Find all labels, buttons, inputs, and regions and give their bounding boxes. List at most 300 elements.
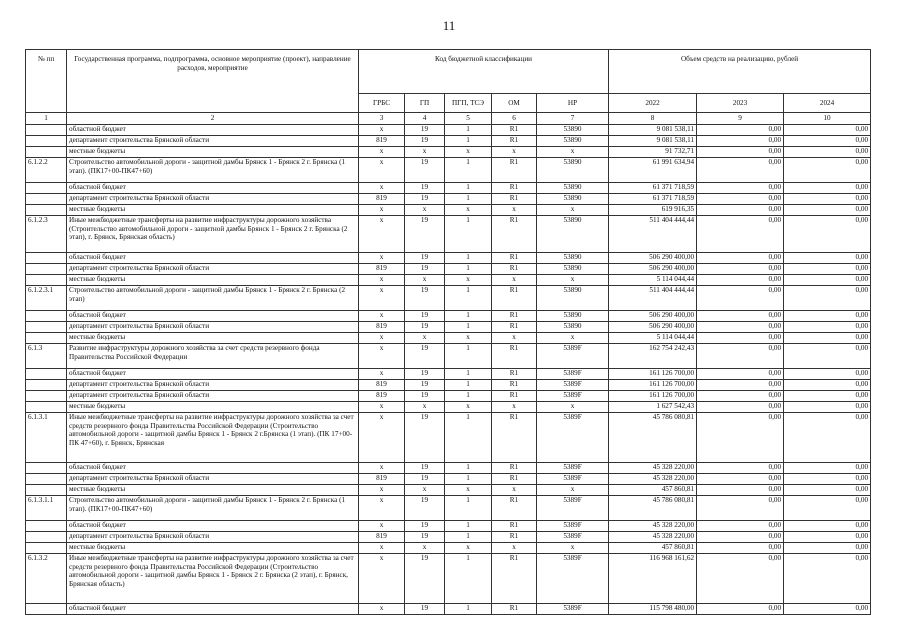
nr-cell: 53890 xyxy=(537,264,609,275)
amount-2024-cell: 0,00 xyxy=(784,344,871,369)
table-row xyxy=(26,521,871,532)
row-number: 6.1.3.1.1 xyxy=(26,496,67,521)
amount-2023-cell: 0,00 xyxy=(697,147,784,158)
nr-cell: 5389F xyxy=(537,369,609,380)
gp-cell: 19 xyxy=(405,158,445,183)
nr-cell: x xyxy=(537,333,609,344)
table-row xyxy=(26,136,871,147)
amount-2022-cell: 115 798 480,00 xyxy=(609,604,697,615)
pgp-cell: 1 xyxy=(445,322,492,333)
amount-2022-cell: 506 290 400,00 xyxy=(609,253,697,264)
row-name: местные бюджеты xyxy=(67,485,359,496)
pgp-cell: 1 xyxy=(445,496,492,521)
table-row xyxy=(26,485,871,496)
amount-2023-cell: 0,00 xyxy=(697,125,784,136)
nr-cell: 53890 xyxy=(537,136,609,147)
amount-2022-cell: 457 860,81 xyxy=(609,543,697,554)
gp-cell: 19 xyxy=(405,474,445,485)
amount-2023-cell: 0,00 xyxy=(697,496,784,521)
amount-2023-cell: 0,00 xyxy=(697,543,784,554)
table-body xyxy=(26,125,871,615)
pgp-cell: x xyxy=(445,402,492,413)
amount-2024-cell: 0,00 xyxy=(784,286,871,311)
amount-2022-cell: 91 732,71 xyxy=(609,147,697,158)
om-cell: R1 xyxy=(492,311,537,322)
grbs-cell: x xyxy=(359,205,405,216)
nr-cell: x xyxy=(537,205,609,216)
index-cell: 7 xyxy=(537,113,609,125)
nr-cell: 53890 xyxy=(537,253,609,264)
om-cell: R1 xyxy=(492,369,537,380)
amount-2024-cell: 0,00 xyxy=(784,521,871,532)
row-name: департамент строительства Брянской области xyxy=(67,136,359,147)
nr-cell: 53890 xyxy=(537,322,609,333)
table-row xyxy=(26,344,871,369)
header-om: ОМ xyxy=(492,94,537,113)
amount-2024-cell: 0,00 xyxy=(784,463,871,474)
amount-2022-cell: 5 114 044,44 xyxy=(609,275,697,286)
nr-cell: 5389F xyxy=(537,474,609,485)
grbs-cell: x xyxy=(359,253,405,264)
grbs-cell: x xyxy=(359,463,405,474)
pgp-cell: 1 xyxy=(445,216,492,253)
grbs-cell: 819 xyxy=(359,391,405,402)
pgp-cell: 1 xyxy=(445,264,492,275)
gp-cell: 19 xyxy=(405,413,445,463)
grbs-cell: x xyxy=(359,216,405,253)
pgp-cell: x xyxy=(445,147,492,158)
row-name: департамент строительства Брянской области xyxy=(67,264,359,275)
pgp-cell: 1 xyxy=(445,474,492,485)
amount-2023-cell: 0,00 xyxy=(697,322,784,333)
row-number xyxy=(26,463,67,474)
row-number xyxy=(26,369,67,380)
amount-2023-cell: 0,00 xyxy=(697,286,784,311)
row-number xyxy=(26,264,67,275)
gp-cell: x xyxy=(405,275,445,286)
amount-2022-cell: 619 916,35 xyxy=(609,205,697,216)
amount-2023-cell: 0,00 xyxy=(697,275,784,286)
grbs-cell: x xyxy=(359,147,405,158)
grbs-cell: x xyxy=(359,543,405,554)
grbs-cell: x xyxy=(359,413,405,463)
row-name: областной бюджет xyxy=(67,369,359,380)
row-number xyxy=(26,253,67,264)
grbs-cell: x xyxy=(359,158,405,183)
amount-2024-cell: 0,00 xyxy=(784,391,871,402)
grbs-cell: x xyxy=(359,485,405,496)
pgp-cell: 1 xyxy=(445,344,492,369)
table-row xyxy=(26,333,871,344)
header-num: № пп xyxy=(26,50,67,113)
amount-2024-cell: 0,00 xyxy=(784,311,871,322)
om-cell: R1 xyxy=(492,604,537,615)
amount-2023-cell: 0,00 xyxy=(697,311,784,322)
row-name: департамент строительства Брянской области xyxy=(67,380,359,391)
row-name: местные бюджеты xyxy=(67,543,359,554)
amount-2023-cell: 0,00 xyxy=(697,333,784,344)
nr-cell: 53890 xyxy=(537,216,609,253)
header-nr: НР xyxy=(537,94,609,113)
amount-2023-cell: 0,00 xyxy=(697,391,784,402)
amount-2022-cell: 9 081 538,11 xyxy=(609,125,697,136)
om-cell: R1 xyxy=(492,554,537,604)
amount-2024-cell: 0,00 xyxy=(784,543,871,554)
nr-cell: 53890 xyxy=(537,125,609,136)
amount-2022-cell: 45 328 220,00 xyxy=(609,463,697,474)
header-gp: ГП xyxy=(405,94,445,113)
grbs-cell: 819 xyxy=(359,532,405,543)
grbs-cell: x xyxy=(359,521,405,532)
table-row xyxy=(26,554,871,604)
index-cell: 2 xyxy=(67,113,359,125)
amount-2024-cell: 0,00 xyxy=(784,413,871,463)
amount-2024-cell: 0,00 xyxy=(784,216,871,253)
row-number: 6.1.3 xyxy=(26,344,67,369)
grbs-cell: x xyxy=(359,183,405,194)
header-amount-group: Объем средств на реализацию, рублей xyxy=(609,50,871,94)
grbs-cell: x xyxy=(359,286,405,311)
amount-2023-cell: 0,00 xyxy=(697,402,784,413)
table-row xyxy=(26,474,871,485)
amount-2023-cell: 0,00 xyxy=(697,344,784,369)
amount-2023-cell: 0,00 xyxy=(697,413,784,463)
table-row xyxy=(26,158,871,183)
row-name: местные бюджеты xyxy=(67,333,359,344)
amount-2022-cell: 9 081 538,11 xyxy=(609,136,697,147)
gp-cell: 19 xyxy=(405,380,445,391)
grbs-cell: 819 xyxy=(359,264,405,275)
pgp-cell: 1 xyxy=(445,194,492,205)
row-name: местные бюджеты xyxy=(67,147,359,158)
nr-cell: 5389F xyxy=(537,521,609,532)
gp-cell: 19 xyxy=(405,496,445,521)
nr-cell: 5389F xyxy=(537,496,609,521)
table-row xyxy=(26,322,871,333)
amount-2024-cell: 0,00 xyxy=(784,158,871,183)
table-row xyxy=(26,275,871,286)
amount-2024-cell: 0,00 xyxy=(784,333,871,344)
amount-2022-cell: 162 754 242,43 xyxy=(609,344,697,369)
nr-cell: 53890 xyxy=(537,286,609,311)
index-cell: 9 xyxy=(697,113,784,125)
gp-cell: x xyxy=(405,147,445,158)
gp-cell: 19 xyxy=(405,604,445,615)
header-2022: 2022 xyxy=(609,94,697,113)
pgp-cell: x xyxy=(445,333,492,344)
row-number xyxy=(26,521,67,532)
row-name: Строительство автомобильной дороги - защитной дамбы Брянск 1 - Брянск 2 г. Брянска (1 этап). (ПК17+00-ПК47+60) xyxy=(67,158,359,183)
grbs-cell: x xyxy=(359,604,405,615)
row-name: Иные межбюджетные трансферты на развитие инфраструктуры дорожного хозяйства за счет средств резервного фонда Правительства Российской Федерации (Строительство автомобильной дороги - защитной дамбы Брянск 1 - Брянск 2 г.Брянска (1 этап). (ПК 17+00-ПК 47+60), г. Брянск, Брянская xyxy=(67,413,359,463)
row-name: областной бюджет xyxy=(67,253,359,264)
amount-2023-cell: 0,00 xyxy=(697,380,784,391)
row-number xyxy=(26,322,67,333)
page-number: 11 xyxy=(442,18,456,33)
grbs-cell: x xyxy=(359,554,405,604)
table-row xyxy=(26,205,871,216)
amount-2024-cell: 0,00 xyxy=(784,264,871,275)
nr-cell: 5389F xyxy=(537,391,609,402)
index-cell: 8 xyxy=(609,113,697,125)
row-number xyxy=(26,183,67,194)
amount-2024-cell: 0,00 xyxy=(784,380,871,391)
pgp-cell: 1 xyxy=(445,183,492,194)
gp-cell: 19 xyxy=(405,344,445,369)
row-name: департамент строительства Брянской области xyxy=(67,322,359,333)
gp-cell: x xyxy=(405,485,445,496)
amount-2023-cell: 0,00 xyxy=(697,532,784,543)
table-row xyxy=(26,194,871,205)
amount-2022-cell: 45 328 220,00 xyxy=(609,532,697,543)
amount-2024-cell: 0,00 xyxy=(784,194,871,205)
grbs-cell: 819 xyxy=(359,380,405,391)
row-name: местные бюджеты xyxy=(67,205,359,216)
nr-cell: 5389F xyxy=(537,380,609,391)
row-name: местные бюджеты xyxy=(67,402,359,413)
budget-table-container xyxy=(25,49,870,615)
amount-2022-cell: 511 404 444,44 xyxy=(609,216,697,253)
om-cell: R1 xyxy=(492,380,537,391)
om-cell: R1 xyxy=(492,216,537,253)
gp-cell: 19 xyxy=(405,463,445,474)
gp-cell: 19 xyxy=(405,532,445,543)
row-name: Развитие инфраструктуры дорожного хозяйства за счет средств резервного фонда Правительства Российской Федерации xyxy=(67,344,359,369)
grbs-cell: 819 xyxy=(359,194,405,205)
grbs-cell: 819 xyxy=(359,474,405,485)
row-name: областной бюджет xyxy=(67,183,359,194)
table-row xyxy=(26,183,871,194)
om-cell: R1 xyxy=(492,521,537,532)
row-number xyxy=(26,275,67,286)
om-cell: R1 xyxy=(492,136,537,147)
row-name: департамент строительства Брянской области xyxy=(67,474,359,485)
pgp-cell: x xyxy=(445,485,492,496)
table-row xyxy=(26,413,871,463)
om-cell: x xyxy=(492,543,537,554)
gp-cell: 19 xyxy=(405,521,445,532)
pgp-cell: 1 xyxy=(445,391,492,402)
row-name: Строительство автомобильной дороги - защитной дамбы Брянск 1 - Брянск 2 г. Брянска (2 этап) xyxy=(67,286,359,311)
om-cell: R1 xyxy=(492,344,537,369)
header-pgp: ПГП, ТСЭ xyxy=(445,94,492,113)
om-cell: R1 xyxy=(492,391,537,402)
amount-2022-cell: 61 371 718,59 xyxy=(609,194,697,205)
budget-table xyxy=(25,49,871,615)
row-number xyxy=(26,333,67,344)
amount-2023-cell: 0,00 xyxy=(697,474,784,485)
gp-cell: 19 xyxy=(405,194,445,205)
pgp-cell: 1 xyxy=(445,253,492,264)
amount-2022-cell: 506 290 400,00 xyxy=(609,311,697,322)
pgp-cell: 1 xyxy=(445,286,492,311)
table-row xyxy=(26,402,871,413)
table-row xyxy=(26,532,871,543)
row-number xyxy=(26,147,67,158)
amount-2024-cell: 0,00 xyxy=(784,604,871,615)
nr-cell: 53890 xyxy=(537,194,609,205)
grbs-cell: 819 xyxy=(359,136,405,147)
row-name: департамент строительства Брянской области xyxy=(67,391,359,402)
amount-2023-cell: 0,00 xyxy=(697,183,784,194)
index-cell: 3 xyxy=(359,113,405,125)
amount-2024-cell: 0,00 xyxy=(784,369,871,380)
row-name: местные бюджеты xyxy=(67,275,359,286)
amount-2023-cell: 0,00 xyxy=(697,253,784,264)
amount-2024-cell: 0,00 xyxy=(784,322,871,333)
amount-2024-cell: 0,00 xyxy=(784,275,871,286)
pgp-cell: 1 xyxy=(445,413,492,463)
row-name: областной бюджет xyxy=(67,521,359,532)
row-number: 6.1.2.2 xyxy=(26,158,67,183)
amount-2022-cell: 1 627 542,43 xyxy=(609,402,697,413)
grbs-cell: x xyxy=(359,311,405,322)
index-cell: 4 xyxy=(405,113,445,125)
om-cell: R1 xyxy=(492,158,537,183)
nr-cell: x xyxy=(537,543,609,554)
grbs-cell: x xyxy=(359,402,405,413)
amount-2023-cell: 0,00 xyxy=(697,136,784,147)
header-name: Государственная программа, подпрограмма, основное мероприятие (проект), направление расходов, мероприятие xyxy=(67,50,359,113)
index-cell: 5 xyxy=(445,113,492,125)
pgp-cell: 1 xyxy=(445,380,492,391)
header-2024: 2024 xyxy=(784,94,871,113)
nr-cell: 5389F xyxy=(537,463,609,474)
pgp-cell: x xyxy=(445,205,492,216)
gp-cell: 19 xyxy=(405,253,445,264)
table-row xyxy=(26,496,871,521)
row-name: областной бюджет xyxy=(67,125,359,136)
pgp-cell: 1 xyxy=(445,158,492,183)
pgp-cell: x xyxy=(445,275,492,286)
gp-cell: 19 xyxy=(405,554,445,604)
nr-cell: 5389F xyxy=(537,413,609,463)
row-number: 6.1.3.1 xyxy=(26,413,67,463)
nr-cell: 53890 xyxy=(537,158,609,183)
grbs-cell: x xyxy=(359,496,405,521)
om-cell: R1 xyxy=(492,264,537,275)
amount-2023-cell: 0,00 xyxy=(697,521,784,532)
row-number xyxy=(26,402,67,413)
amount-2024-cell: 0,00 xyxy=(784,205,871,216)
row-name: департамент строительства Брянской области xyxy=(67,194,359,205)
gp-cell: 19 xyxy=(405,136,445,147)
om-cell: R1 xyxy=(492,413,537,463)
amount-2024-cell: 0,00 xyxy=(784,485,871,496)
row-number xyxy=(26,604,67,615)
gp-cell: 19 xyxy=(405,264,445,275)
amount-2022-cell: 161 126 700,00 xyxy=(609,380,697,391)
nr-cell: 5389F xyxy=(537,532,609,543)
amount-2022-cell: 45 328 220,00 xyxy=(609,521,697,532)
table-row xyxy=(26,463,871,474)
om-cell: R1 xyxy=(492,194,537,205)
om-cell: x xyxy=(492,205,537,216)
nr-cell: 5389F xyxy=(537,554,609,604)
table-row xyxy=(26,286,871,311)
pgp-cell: 1 xyxy=(445,532,492,543)
header-kbk-group: Код бюджетной классификации xyxy=(359,50,609,94)
table-row xyxy=(26,264,871,275)
amount-2023-cell: 0,00 xyxy=(697,463,784,474)
grbs-cell: x xyxy=(359,369,405,380)
row-number xyxy=(26,380,67,391)
row-number xyxy=(26,391,67,402)
table-row xyxy=(26,147,871,158)
pgp-cell: 1 xyxy=(445,521,492,532)
gp-cell: 19 xyxy=(405,286,445,311)
pgp-cell: 1 xyxy=(445,463,492,474)
amount-2022-cell: 161 126 700,00 xyxy=(609,391,697,402)
row-number: 6.1.2.3.1 xyxy=(26,286,67,311)
index-cell: 10 xyxy=(784,113,871,125)
om-cell: R1 xyxy=(492,286,537,311)
amount-2022-cell: 161 126 700,00 xyxy=(609,369,697,380)
amount-2024-cell: 0,00 xyxy=(784,125,871,136)
header-grbs: ГРБС xyxy=(359,94,405,113)
om-cell: x xyxy=(492,275,537,286)
amount-2024-cell: 0,00 xyxy=(784,554,871,604)
grbs-cell: x xyxy=(359,333,405,344)
om-cell: R1 xyxy=(492,125,537,136)
amount-2024-cell: 0,00 xyxy=(784,183,871,194)
amount-2022-cell: 116 968 161,62 xyxy=(609,554,697,604)
index-cell: 6 xyxy=(492,113,537,125)
amount-2023-cell: 0,00 xyxy=(697,194,784,205)
amount-2022-cell: 457 860,81 xyxy=(609,485,697,496)
amount-2024-cell: 0,00 xyxy=(784,402,871,413)
table-row xyxy=(26,604,871,615)
gp-cell: x xyxy=(405,402,445,413)
om-cell: R1 xyxy=(492,322,537,333)
table-row xyxy=(26,391,871,402)
amount-2022-cell: 511 404 444,44 xyxy=(609,286,697,311)
row-number xyxy=(26,485,67,496)
row-name: областной бюджет xyxy=(67,463,359,474)
table-row xyxy=(26,216,871,253)
amount-2023-cell: 0,00 xyxy=(697,264,784,275)
amount-2024-cell: 0,00 xyxy=(784,532,871,543)
amount-2023-cell: 0,00 xyxy=(697,158,784,183)
amount-2022-cell: 5 114 044,44 xyxy=(609,333,697,344)
gp-cell: 19 xyxy=(405,183,445,194)
amount-2023-cell: 0,00 xyxy=(697,369,784,380)
pgp-cell: x xyxy=(445,543,492,554)
nr-cell: x xyxy=(537,485,609,496)
amount-2022-cell: 61 991 634,94 xyxy=(609,158,697,183)
table-row xyxy=(26,543,871,554)
nr-cell: x xyxy=(537,147,609,158)
table-row xyxy=(26,380,871,391)
amount-2024-cell: 0,00 xyxy=(784,147,871,158)
gp-cell: 19 xyxy=(405,391,445,402)
gp-cell: x xyxy=(405,205,445,216)
gp-cell: 19 xyxy=(405,125,445,136)
row-name: Иные межбюджетные трансферты на развитие инфраструктуры дорожного хозяйства за счет средств резервного фонда Правительства Российской Федерации (Строительство автомобильной дороги - защитной дамбы Брянск 1 - Брянск 2 г. Брянска (2 этап), г. Брянск, Брянская область) xyxy=(67,554,359,604)
row-number xyxy=(26,136,67,147)
om-cell: R1 xyxy=(492,532,537,543)
pgp-cell: 1 xyxy=(445,369,492,380)
row-number xyxy=(26,194,67,205)
om-cell: x xyxy=(492,402,537,413)
amount-2023-cell: 0,00 xyxy=(697,205,784,216)
amount-2022-cell: 506 290 400,00 xyxy=(609,264,697,275)
row-name: областной бюджет xyxy=(67,311,359,322)
nr-cell: 53890 xyxy=(537,311,609,322)
row-number xyxy=(26,205,67,216)
amount-2024-cell: 0,00 xyxy=(784,474,871,485)
pgp-cell: 1 xyxy=(445,125,492,136)
